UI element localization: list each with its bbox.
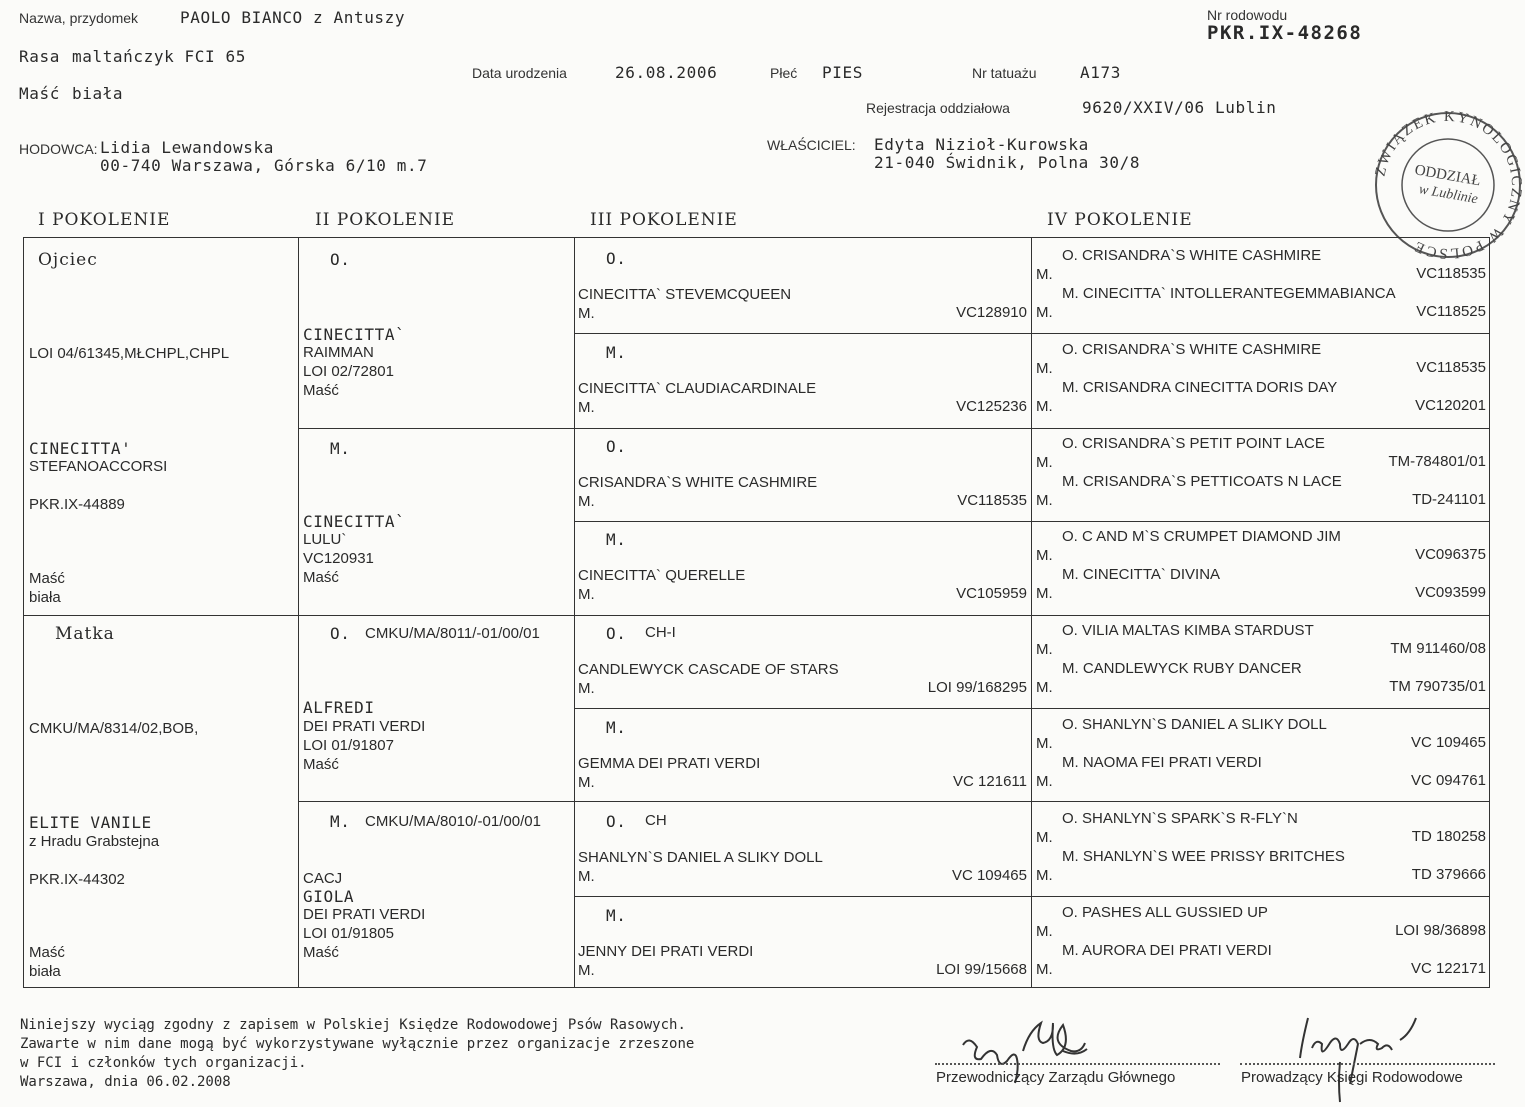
gen4-m-marker: M. [1036,922,1053,940]
gen4-sire: O. SHANLYN`S DANIEL A SLIKY DOLL [1062,716,1327,733]
owner-label: WŁAŚCICIEL: [767,137,856,153]
branch-registration-value: 9620/XXIV/06 Lublin [1082,98,1277,117]
gen2-sex: M. [330,812,351,831]
dog-name: PAOLO BIANCO z Antuszy [180,8,406,27]
signature-registrar [1280,990,1460,1107]
generation-2-heading: II POKOLENIE [315,210,456,230]
gen4-dam: M. CRISANDRA CINECITTA DORIS DAY [1062,378,1338,396]
gen2-pre-title: CACJ [303,870,343,887]
gen4-m-marker: M. [1036,453,1053,471]
gen2-color-label: Maść [303,382,339,399]
row-divider [298,428,1489,429]
gen3-registration: VC 109465 [951,866,1027,884]
gen2-sex: O. [330,250,351,269]
sire-name-line2: STEFANOACCORSI [29,458,168,475]
gen4-sire: O. VILIA MALTAS KIMBA STARDUST [1062,622,1314,640]
sire-color: biała [29,589,61,606]
gen2-name-line1: CINECITTA` [303,512,406,531]
gen2-name-line1: GIOLA [303,887,355,906]
gen2-registration: LOI 01/91805 [303,925,394,942]
gen3-sex: M. [606,718,627,737]
gen4-sire-registration: TM-784801/01 [1388,452,1486,470]
gen3-title: CH [645,811,667,829]
chairman-label: Przewodniczący Zarządu Głównego [936,1069,1176,1086]
gen2-sex: M. [330,439,351,458]
gen3-name: CINECITTA` CLAUDIACARDINALE [578,379,817,397]
row-divider [574,521,1489,522]
gen2-name-line1: ALFREDI [303,698,375,717]
sire-registration: PKR.IX-44889 [29,496,125,513]
gen3-name: JENNY DEI PRATI VERDI [578,942,754,960]
column-divider [298,238,299,987]
gen3-dam-marker: M. [578,305,595,322]
stamp-center-line2: w Lublinie [1417,182,1479,208]
footer-line: Zawarte w nim dane mogą być wykorzystywane wyłącznie przez organizacje zrzeszone [20,1036,695,1052]
gen4-m-marker: M. [1036,828,1053,846]
gen4-dam-registration: TM 790735/01 [1389,678,1486,696]
gen3-title: CH-I [645,624,676,642]
owner-address: 21-040 Świdnik, Polna 30/8 [874,153,1141,172]
gen4-sire: O. CRISANDRA`S WHITE CASHMIRE [1062,247,1322,264]
signature-line [1240,1063,1495,1065]
gen2-registration: VC120931 [303,550,374,567]
sex-label: Płeć [770,65,798,81]
gen4-sire-registration: VC118535 [1416,265,1486,282]
gen4-sire: O. PASHES ALL GUSSIED UP [1062,903,1268,921]
pedigree-number-label: Nr rodowodu [1207,7,1288,23]
column-divider [574,238,575,987]
gen3-dam-marker: M. [578,492,595,510]
sex-value: PIES [822,63,863,82]
gen3-dam-marker: M. [578,867,595,885]
gen3-name: SHANLYN`S DANIEL A SLIKY DOLL [578,848,823,866]
gen4-sire-registration: VC 109465 [1410,734,1486,751]
row-divider [574,896,1489,897]
gen4-dam: M. CANDLEWYCK RUBY DANCER [1062,660,1302,678]
gen3-registration: VC105959 [956,585,1027,603]
gen2-color-label: Maść [303,944,339,961]
gen3-sex: O. [606,249,627,268]
branch-registration-label: Rejestracja oddziałowa [866,100,1010,116]
stamp-ring-text: ZWIĄZEK KYNOLOGICZNY W POLSCE [1372,110,1525,260]
tattoo-label: Nr tatuażu [972,65,1037,81]
gen2-name-line2: RAIMMAN [303,344,374,361]
pedigree-number: PKR.IX-48268 [1207,22,1363,44]
color-value: biała [72,84,124,103]
row-divider [24,615,1489,616]
gen3-registration: VC128910 [956,304,1027,321]
row-divider [574,708,1489,709]
gen4-m-marker: M. [1036,773,1053,790]
gen4-m-marker: M. [1036,735,1053,752]
gen3-dam-marker: M. [578,586,595,604]
sire-label: Ojciec [38,250,98,270]
gen2-sex: O. [330,624,351,643]
gen4-m-marker: M. [1036,266,1053,283]
gen4-dam-registration: VC093599 [1415,584,1486,602]
gen2-name-line2: LULU` [303,531,347,548]
gen4-sire-registration: TD 180258 [1411,827,1486,845]
gen3-name: CINECITTA` QUERELLE [578,567,746,585]
gen4-dam: M. AURORA DEI PRATI VERDI [1062,941,1272,959]
gen3-dam-marker: M. [578,398,595,416]
gen4-m-marker: M. [1036,679,1053,697]
generation-4-heading: IV POKOLENIE [1047,210,1193,230]
breed-label: Rasa [19,47,60,66]
gen4-m-marker: M. [1036,397,1053,415]
gen3-name: GEMMA DEI PRATI VERDI [578,755,761,772]
gen4-dam: M. CINECITTA` DIVINA [1062,566,1221,584]
gen4-dam: M. CINECITTA` INTOLLERANTEGEMMABIANCA [1062,285,1396,302]
color-label: Maść [19,84,60,103]
name-label: Nazwa, przydomek [19,10,139,26]
dam-name-line1: ELITE VANILE [29,813,152,832]
column-divider [1031,238,1032,987]
gen4-dam: M. SHANLYN`S WEE PRISSY BRITCHES [1062,847,1345,865]
breeder-name: Lidia Lewandowska [100,138,274,157]
gen4-m-marker: M. [1036,304,1053,321]
gen4-m-marker: M. [1036,960,1053,978]
gen3-sex: M. [606,342,627,362]
row-divider [574,333,1489,334]
dam-color-label: Maść [29,944,65,961]
gen4-m-marker: M. [1036,547,1053,565]
gen4-dam: M. CRISANDRA`S PETTICOATS N LACE [1062,472,1342,490]
gen3-sex: O. [606,624,627,644]
gen4-m-marker: M. [1036,866,1053,884]
gen3-dam-marker: M. [578,961,595,979]
row-divider [298,801,1489,802]
gen4-sire-registration: TM 911460/08 [1390,640,1486,658]
gen4-sire: O. C AND M`S CRUMPET DIAMOND JIM [1062,528,1341,546]
gen2-registration: LOI 02/72801 [303,363,394,380]
gen4-dam-registration: VC 122171 [1410,959,1486,977]
gen3-registration: LOI 99/168295 [927,679,1027,697]
signature-line [935,1063,1220,1065]
gen2-name-line2: DEI PRATI VERDI [303,906,426,923]
gen3-dam-marker: M. [578,680,595,698]
gen3-name: CANDLEWYCK CASCADE OF STARS [578,661,839,679]
generation-3-heading: III POKOLENIE [590,210,738,230]
gen2-color-label: Maść [303,756,339,773]
gen3-sex: M. [606,530,627,550]
gen4-sire: O. CRISANDRA`S PETIT POINT LACE [1062,434,1325,452]
gen4-m-marker: M. [1036,359,1053,377]
birth-date-value: 26.08.2006 [615,63,718,82]
footer-line: Niniejszy wyciąg zgodny z zapisem w Polskiej Księdze Rodowodowej Psów Rasowych. [20,1017,686,1033]
gen4-sire: O. SHANLYN`S SPARK`S R-FLY`N [1062,809,1298,827]
footer-date: Warszawa, dnia 06.02.2008 [20,1074,231,1090]
breeder-address: 00-740 Warszawa, Górska 6/10 m.7 [100,156,428,175]
dam-color: biała [29,963,61,980]
gen4-dam-registration: VC120201 [1415,396,1486,414]
gen2-name-line2: DEI PRATI VERDI [303,718,426,735]
gen3-registration: VC125236 [956,397,1027,415]
footer-line: w FCI i członków tych organizacji. [20,1055,307,1071]
dam-label: Matka [55,624,115,644]
breeder-label: HODOWCA: [19,141,98,157]
gen4-sire-registration: LOI 98/36898 [1395,921,1486,939]
gen2-titles: CMKU/MA/8010/-01/00/01 [365,813,541,830]
gen2-titles: CMKU/MA/8011/-01/00/01 [365,625,540,642]
gen3-sex: O. [606,436,627,456]
gen4-sire-registration: VC118535 [1416,358,1486,376]
owner-name: Edyta Nizioł-Kurowska [874,135,1089,154]
gen2-registration: LOI 01/91807 [303,737,394,754]
tattoo-value: A173 [1080,63,1121,82]
breed-value: maltańczyk FCI 65 [72,47,246,66]
dam-name-line2: z Hradu Grabstejna [29,833,160,850]
gen2-color-label: Maść [303,569,339,586]
gen4-dam: M. NAOMA FEI PRATI VERDI [1062,754,1262,771]
gen3-sex: M. [606,905,627,925]
footer-statement [20,1016,694,1092]
dam-titles: CMKU/MA/8314/02,BOB, [29,720,199,737]
gen2-name-line1: CINECITTA` [303,325,406,344]
gen4-sire: O. CRISANDRA`S WHITE CASHMIRE [1062,340,1322,358]
gen3-registration: LOI 99/15668 [936,960,1027,978]
sire-color-label: Maść [29,570,65,587]
generation-1-heading: I POKOLENIE [38,210,171,230]
gen4-m-marker: M. [1036,491,1053,509]
dam-registration: PKR.IX-44302 [29,871,125,888]
gen4-dam-registration: VC 094761 [1410,772,1486,789]
sire-name-line1: CINECITTA' [29,439,132,458]
gen4-m-marker: M. [1036,585,1053,603]
gen3-name: CINECITTA` STEVEMCQUEEN [578,286,792,303]
gen3-dam-marker: M. [578,774,595,791]
gen3-sex: O. [606,811,627,831]
gen4-sire-registration: VC096375 [1415,546,1486,564]
gen4-dam-registration: TD-241101 [1412,490,1486,508]
gen4-m-marker: M. [1036,641,1053,659]
birth-date-label: Data urodzenia [472,65,567,81]
gen3-registration: VC118535 [957,491,1027,509]
gen4-dam-registration: TD 379666 [1411,865,1486,883]
gen4-dam-registration: VC118525 [1416,303,1486,320]
registrar-label: Prowadzący Księgi Rodowodowe [1241,1069,1463,1086]
gen3-registration: VC 121611 [953,773,1027,790]
stamp-center-line1: ODDZIAŁ [1413,162,1482,190]
sire-titles: LOI 04/61345,MŁCHPL,CHPL [29,345,230,362]
gen3-name: CRISANDRA`S WHITE CASHMIRE [578,473,818,491]
